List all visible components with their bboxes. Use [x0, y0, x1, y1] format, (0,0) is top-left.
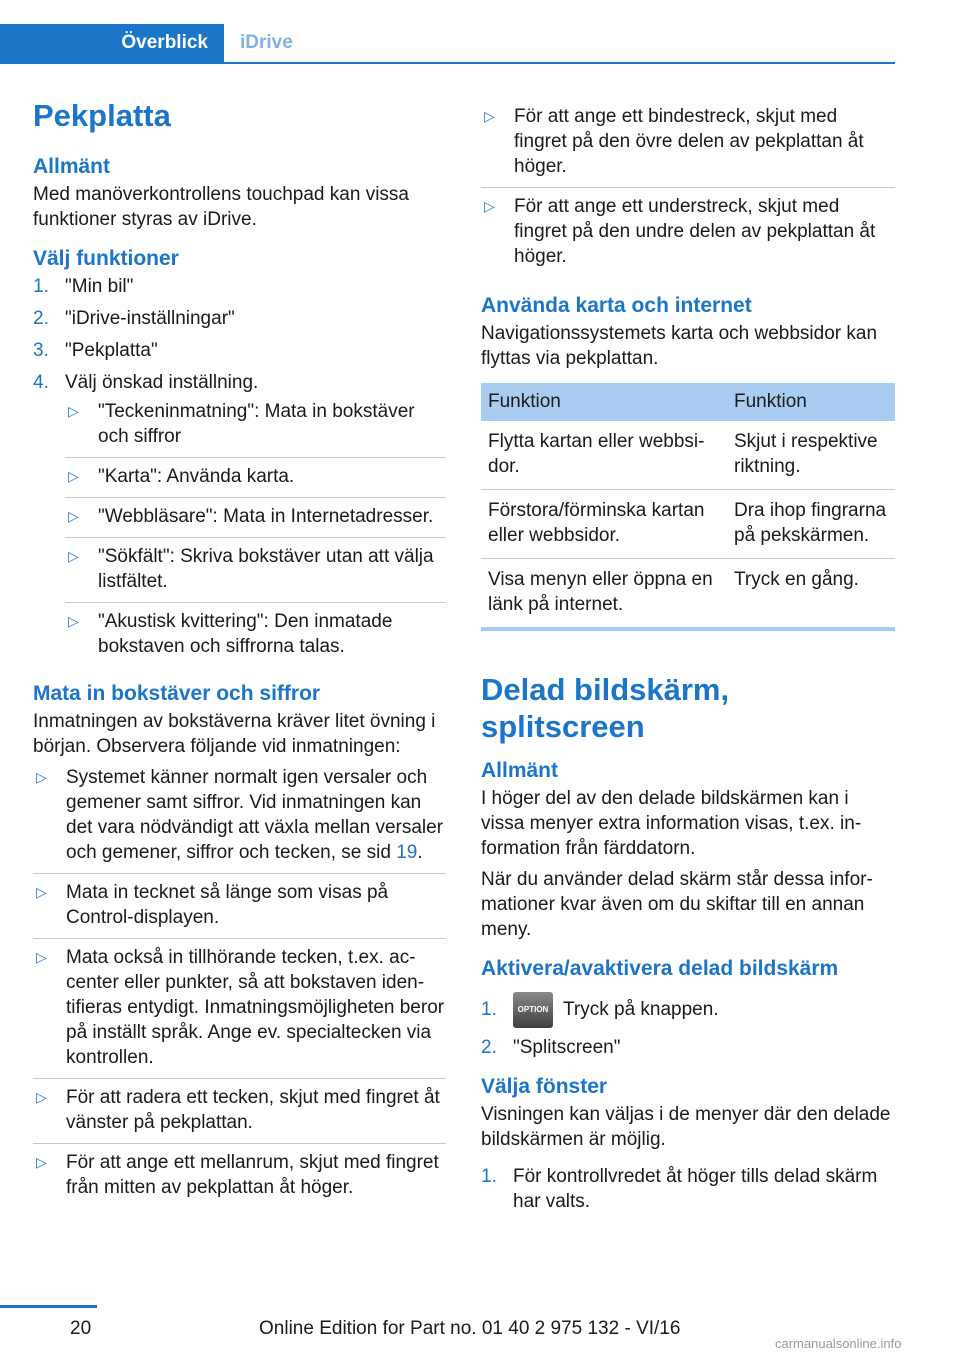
list-item: 1. För kontrollvredet åt höger tills delad skärm har valts.: [481, 1166, 878, 1213]
triangle-bullet-icon: ▷: [36, 884, 47, 901]
list-item: ▷ Mata också in tillhörande tecken, t.ex. accenter eller punkter, så att bokstaven identifieras entydigt. Inmatningsmöjligheten beror på inställt språk. Ange ev. specialtecken via kontrollen.: [33, 945, 446, 1079]
right-column: [481, 104, 895, 1221]
list-item: ▷ Systemet känner normalt igen versaler och gemener samt siffror. Vid inmatningen kan det vara nödvändigt att växla mellan versaler och gemener, siffror och tecken, se sid 19.: [33, 765, 446, 874]
section-heading-window: Välja fönster: [481, 1075, 608, 1099]
table-cell: Visa menyn eller öppna en länk på internet.: [481, 559, 727, 630]
triangle-bullet-icon: ▷: [68, 403, 79, 420]
list-item: 2. "Splitscreen": [481, 1037, 621, 1059]
table-row: [481, 490, 895, 559]
footer-edition: Online Edition for Part no. 01 40 2 975 132 - VI/16: [259, 1318, 681, 1339]
list-item: ▷ "Sökfält": Skriva bokstäver utan att välja listfältet.: [65, 544, 446, 603]
section-heading-select: Välj funktioner: [33, 246, 179, 270]
left-column: [33, 98, 446, 1214]
list-item: ▷ "Webbläsare": Mata in Internetadresser.: [65, 504, 446, 538]
select-steps: [33, 274, 446, 667]
page-link[interactable]: 19: [396, 842, 418, 864]
setting-options: [65, 399, 446, 667]
section-heading-input: Mata in bokstäver och siffror: [33, 682, 321, 706]
triangle-bullet-icon: ▷: [484, 198, 495, 214]
section-text-window: Visningen kan väljas i de menyer där den delade bildskärmen är möjlig.: [481, 1104, 891, 1151]
input-tips-continued: [481, 104, 895, 277]
window-steps: [481, 1164, 895, 1214]
list-item: ▷ För att ange ett bindestreck, skjut med fingret på den övre delen av pekplattan åt höger.: [481, 104, 895, 188]
list-item: ▷ För att ange ett mellanrum, skjut med fingret från mitten av pekplattan åt höger.: [36, 1152, 439, 1199]
triangle-bullet-icon: ▷: [68, 508, 79, 525]
section-heading-general: Allmänt: [33, 154, 111, 178]
section-text-splitscreen-1: I höger del av den delade bildskärmen kan i vissa menyer extra information visas, t.ex. information från färddatorn.: [481, 787, 862, 859]
page-number: 20: [70, 1318, 92, 1339]
table-cell: Skjut i respektive riktning.: [727, 421, 895, 490]
table-header-row: [481, 383, 895, 421]
list-item: ▷ För att ange ett understreck, skjut med fingret på den undre delen av pekplattan åt höger.: [484, 196, 876, 267]
triangle-bullet-icon: ▷: [36, 769, 47, 786]
section-text-input: Inmatningen av bokstäverna kräver litet övning i början. Observera följande vid inmatningen:: [33, 711, 436, 758]
tab-overblick[interactable]: [0, 24, 224, 62]
section-heading-map: Använda karta och internet: [481, 294, 752, 317]
list-item: ▷ Mata in tecknet så länge som visas på Control-displayen.: [33, 880, 446, 939]
list-item: 3. "Pekplatta": [33, 340, 158, 362]
list-item: 4. Välj önskad inställning. ▷ "Teckeninmatning": Mata in bokstäver och siffror ▷ "Karta": Använda karta. ▷ "Webbläsare": Mata in Internetadresser. ▷ "Sökfält": Skriva bokstäver utan att välja listfältet. ▷ "Akustisk kvittering": Den inmatade bokstaven och siffrorna talas.: [33, 370, 446, 667]
table-cell: Tryck en gång.: [727, 559, 895, 630]
triangle-bullet-icon: ▷: [68, 548, 79, 565]
list-item: ▷ "Teckeninmatning": Mata in bokstäver och siffror: [65, 399, 446, 458]
option-button-icon: OPTION: [513, 992, 553, 1028]
list-item: ▷ För att radera ett tecken, skjut med fingret åt vänster på pekplattan.: [33, 1085, 446, 1144]
section-heading-general-2: Allmänt: [481, 758, 559, 782]
triangle-bullet-icon: ▷: [36, 949, 47, 966]
triangle-bullet-icon: ▷: [68, 613, 79, 630]
triangle-bullet-icon: ▷: [68, 468, 79, 485]
header-bar: [0, 24, 895, 64]
triangle-bullet-icon: ▷: [36, 1154, 47, 1171]
section-text-map: Navigationssystemets karta och webbsidor kan flyttas via pekplattan.: [481, 323, 878, 370]
activate-steps: [481, 992, 895, 1060]
input-tips: [33, 765, 446, 1208]
watermark: carmanualsonline.info: [775, 1336, 902, 1351]
tab-idrive[interactable]: iDrive: [240, 32, 293, 53]
table-cell: Flytta kartan eller webbsidor.: [481, 421, 727, 490]
list-item: 2. "iDrive-inställningar": [33, 308, 235, 330]
section-text-splitscreen-2: När du använder delad skärm står dessa informationer kvar även om du skiftar till en annan meny.: [481, 868, 873, 940]
table-cell: Dra ihop fingrarna på pekskärmen.: [727, 490, 895, 559]
list-item: 1. "Min bil": [33, 276, 134, 298]
table-header: Funktion: [481, 383, 727, 421]
triangle-bullet-icon: ▷: [484, 108, 495, 124]
table-header: Funktion: [727, 383, 895, 421]
section-text-general: Med manöverkontrollens touchpad kan vissa funktioner styras av iDrive.: [33, 183, 409, 230]
function-table: [481, 383, 895, 631]
list-item: 1. OPTION Tryck på knappen.: [481, 992, 895, 1028]
list-item: ▷ "Karta": Använda karta.: [65, 464, 446, 498]
list-item: ▷ "Akustisk kvittering": Den inmatade bokstaven och siffrorna talas.: [68, 611, 393, 658]
section-title-splitscreen: Delad bildskärm, splitscreen: [481, 672, 730, 745]
triangle-bullet-icon: ▷: [36, 1089, 47, 1106]
section-heading-activate: Aktivera/avaktivera delad bildskärm: [481, 956, 839, 980]
footer-rule: [0, 1305, 97, 1308]
page-title: Pekplatta: [33, 98, 171, 133]
table-cell: Förstora/förminska kartan eller webbsidor.: [481, 490, 727, 559]
table-row: [481, 421, 895, 490]
tab-overblick-label: Överblick: [121, 32, 208, 53]
table-row: [481, 559, 895, 630]
